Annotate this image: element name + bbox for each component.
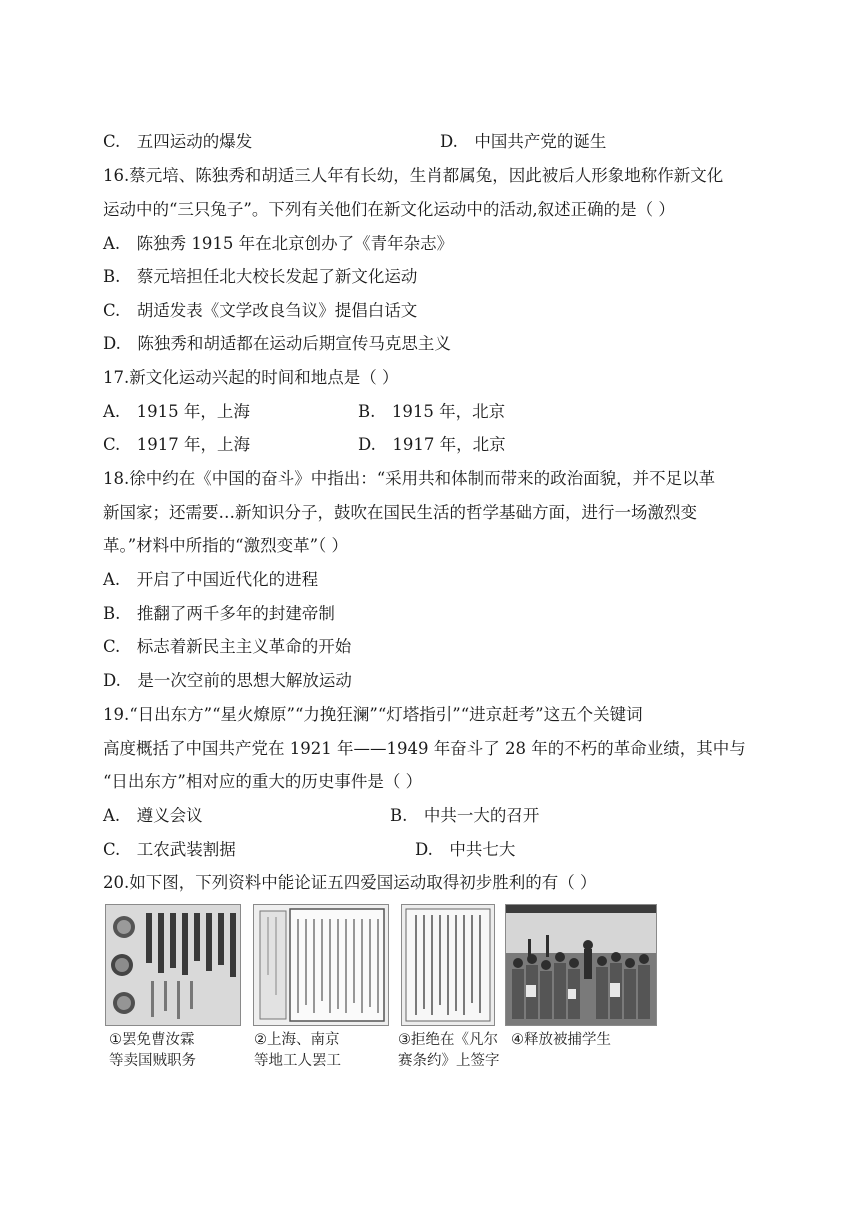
q18-stem-line3: 革。”材料中所指的“激烈变革”（ ） xyxy=(103,536,349,555)
image-treaty-document xyxy=(401,904,495,1026)
image-strike-document xyxy=(253,904,389,1026)
q16-option-c: C. 胡适发表《文学改良刍议》提倡白话文 xyxy=(103,301,418,320)
caption-3-line2: 赛条约》上签字 xyxy=(398,1053,500,1069)
q19-option-c: C. 工农武装割据 xyxy=(103,840,236,859)
q17-option-b: B. 1915 年，北京 xyxy=(358,402,506,421)
q16-stem-line1: 16.蔡元培、陈独秀和胡适三人年有长幼，生肖都属兔，因此被后人形象地称作新文化 xyxy=(103,166,724,185)
caption-1-line2: 等卖国贼职务 xyxy=(109,1053,196,1069)
q18-option-d: D. 是一次空前的思想大解放运动 xyxy=(103,671,352,690)
q16-option-d: D. 陈独秀和胡适都在运动后期宣传马克思主义 xyxy=(103,334,451,353)
image-dismissal-newspaper xyxy=(105,904,241,1026)
q19-stem-line1: 19.“日出东方”“星火燎原”“力挽狂澜”“灯塔指引”“进京赶考”这五个关键词 xyxy=(103,705,643,724)
q16-stem-line2: 运动中的“三只兔子”。下列有关他们在新文化运动中的活动,叙述正确的是（ ） xyxy=(103,200,675,219)
q18-option-c: C. 标志着新民主主义革命的开始 xyxy=(103,637,352,656)
caption-3 xyxy=(398,1030,500,1072)
q17-option-c: C. 1917 年，上海 xyxy=(103,435,251,454)
caption-4 xyxy=(511,1030,611,1051)
q18-option-a: A. 开启了中国近代化的进程 xyxy=(103,570,319,589)
q17-stem: 17.新文化运动兴起的时间和地点是（ ） xyxy=(103,368,399,387)
q19-option-d: D. 中共七大 xyxy=(415,840,516,859)
q19-stem-line3: “日出东方”相对应的重大的历史事件是（ ） xyxy=(103,772,423,791)
q15-option-d: D. 中国共产党的诞生 xyxy=(440,132,607,151)
q19-option-b: B. 中共一大的召开 xyxy=(390,806,540,825)
q18-stem-line2: 新国家；还需要…新知识分子，鼓吹在国民生活的哲学基础方面，进行一场激烈变 xyxy=(103,503,697,522)
caption-2-line1: ②上海、南京 xyxy=(254,1032,340,1048)
image-students-released-photo xyxy=(505,904,657,1026)
q17-option-a: A. 1915 年，上海 xyxy=(103,402,250,421)
q16-option-a: A. 陈独秀 1915 年在北京创办了《青年杂志》 xyxy=(103,234,454,253)
q15-option-c: C. 五四运动的爆发 xyxy=(103,132,253,151)
caption-2-line2: 等地工人罢工 xyxy=(254,1053,341,1069)
caption-3-line1: ③拒绝在《凡尔 xyxy=(398,1032,498,1048)
q19-stem-line2: 高度概括了中国共产党在 1921 年——1949 年奋斗了 28 年的不朽的革命业绩，其中与 xyxy=(103,739,746,758)
q18-option-b: B. 推翻了两千多年的封建帝制 xyxy=(103,604,335,623)
caption-1-line1: ①罢免曹汝霖 xyxy=(109,1032,195,1048)
caption-2 xyxy=(254,1030,341,1072)
caption-1 xyxy=(109,1030,196,1072)
q19-option-a: A. 遵义会议 xyxy=(103,806,203,825)
q20-stem: 20.如下图，下列资料中能论证五四爱国运动取得初步胜利的有（ ） xyxy=(103,873,597,892)
q20-figure xyxy=(103,904,663,1074)
q17-option-d: D. 1917 年，北京 xyxy=(358,435,506,454)
q18-stem-line1: 18.徐中约在《中国的奋斗》中指出：“采用共和体制而带来的政治面貌，并不足以革 xyxy=(103,469,716,488)
caption-4-line1: ④释放被捕学生 xyxy=(511,1032,611,1048)
q16-option-b: B. 蔡元培担任北大校长发起了新文化运动 xyxy=(103,267,418,286)
